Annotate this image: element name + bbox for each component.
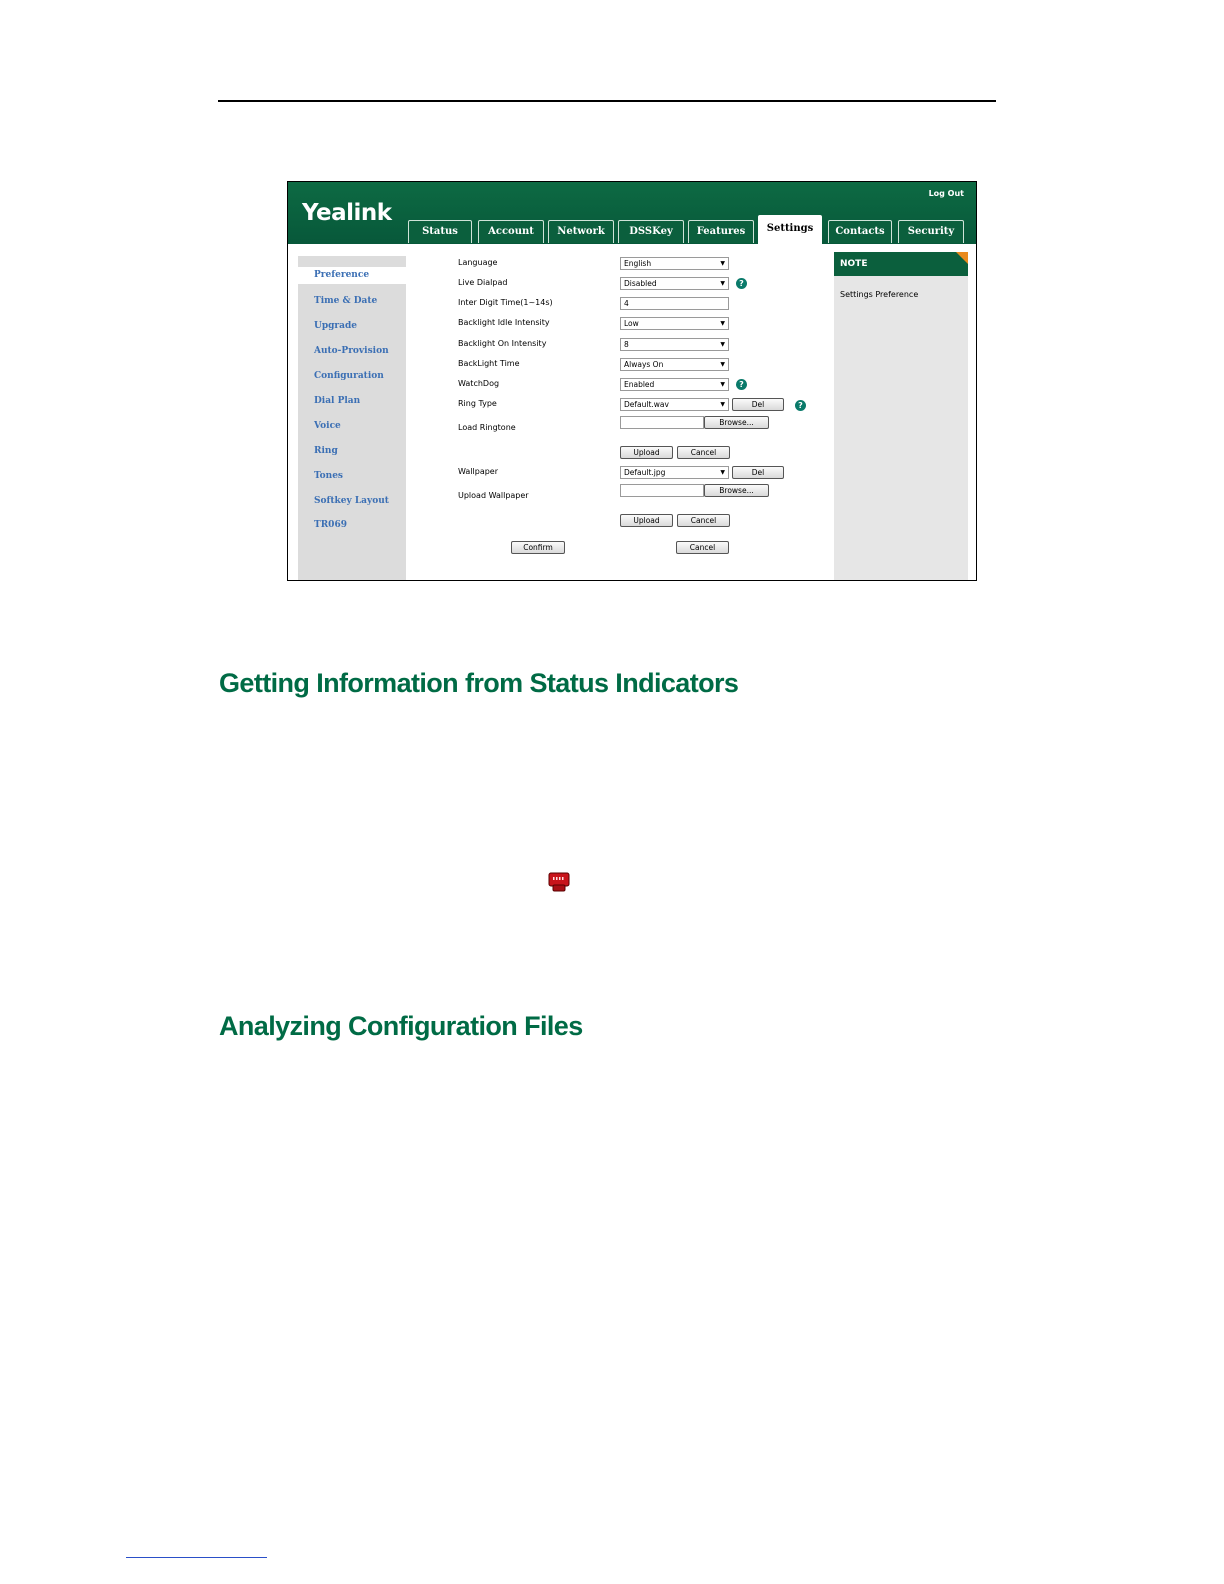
red-phone-port-icon — [548, 872, 570, 893]
dropdown-arrow-icon: ▼ — [720, 401, 725, 408]
dropdown-arrow-icon: ▼ — [720, 260, 725, 267]
cancel-button[interactable]: Cancel — [676, 541, 729, 554]
sidebar-item-time-date[interactable]: Time & Date — [314, 296, 378, 306]
sidebar-item-configuration[interactable]: Configuration — [314, 371, 384, 381]
web-ui-screenshot — [287, 181, 977, 581]
tab-account[interactable]: Account — [478, 220, 544, 243]
tab-settings[interactable]: Settings — [758, 215, 822, 244]
backlight-idle-value: Low — [624, 319, 639, 328]
sidebar-item-ring[interactable]: Ring — [314, 446, 338, 456]
sidebar-item-preference[interactable]: Preference — [298, 267, 406, 284]
tab-dsskey[interactable]: DSSKey — [618, 220, 684, 243]
backlight-on-value: 8 — [624, 340, 629, 349]
live-dialpad-help-icon[interactable]: ? — [736, 278, 747, 289]
wallpaper-upload-button[interactable]: Upload — [620, 514, 673, 527]
note-body: Settings Preference — [840, 290, 919, 299]
live-dialpad-value: Disabled — [624, 279, 657, 288]
section-heading-config-files: Analyzing Configuration Files — [219, 1011, 583, 1041]
load-ringtone-label: Load Ringtone — [458, 423, 516, 432]
wallpaper-label: Wallpaper — [458, 467, 499, 476]
confirm-button[interactable]: Confirm — [511, 541, 565, 554]
ringtone-file-input[interactable] — [620, 416, 704, 429]
tab-status[interactable]: Status — [408, 220, 472, 243]
ring-type-label: Ring Type — [458, 399, 497, 408]
dropdown-arrow-icon: ▼ — [720, 280, 725, 287]
note-corner-icon — [956, 252, 968, 264]
tab-features[interactable]: Features — [688, 220, 754, 243]
language-label: Language — [458, 258, 498, 267]
dropdown-arrow-icon: ▼ — [720, 381, 725, 388]
sidebar-item-tr069[interactable]: TR069 — [314, 520, 347, 530]
header-rule — [218, 100, 996, 102]
yealink-logo: Yealink — [302, 200, 392, 226]
live-dialpad-select[interactable] — [620, 277, 729, 290]
watchdog-help-icon[interactable]: ? — [736, 379, 747, 390]
backlight-on-select[interactable] — [620, 338, 729, 351]
footnote-rule — [126, 1557, 267, 1558]
tab-security[interactable]: Security — [898, 220, 964, 243]
wallpaper-del-button[interactable]: Del — [732, 466, 784, 479]
dropdown-arrow-icon: ▼ — [720, 361, 725, 368]
backlight-idle-label: Backlight Idle Intensity — [458, 318, 550, 327]
ringtone-upload-button[interactable]: Upload — [620, 446, 673, 459]
wallpaper-value: Default.jpg — [624, 468, 666, 477]
backlight-on-label: Backlight On Intensity — [458, 339, 547, 348]
ring-type-select[interactable] — [620, 398, 729, 411]
watchdog-select[interactable] — [620, 378, 729, 391]
backlight-time-value: Always On — [624, 360, 664, 369]
ring-type-help-icon[interactable]: ? — [795, 400, 806, 411]
ringtone-cancel-button[interactable]: Cancel — [677, 446, 730, 459]
inter-digit-input[interactable] — [620, 297, 729, 310]
sidebar-item-auto-provision[interactable]: Auto-Provision — [314, 346, 389, 356]
sidebar-item-softkey-layout[interactable]: Softkey Layout — [314, 496, 389, 506]
watchdog-label: WatchDog — [458, 379, 500, 388]
wallpaper-browse-button[interactable]: Browse... — [704, 484, 769, 497]
inter-digit-label: Inter Digit Time(1~14s) — [458, 298, 553, 307]
logout-link[interactable]: Log Out — [928, 189, 964, 198]
sidebar-item-upgrade[interactable]: Upgrade — [314, 321, 358, 331]
backlight-idle-select[interactable] — [620, 317, 729, 330]
top-header — [288, 182, 976, 244]
wallpaper-cancel-button[interactable]: Cancel — [677, 514, 730, 527]
dropdown-arrow-icon: ▼ — [720, 469, 725, 476]
wallpaper-select[interactable] — [620, 466, 729, 479]
note-panel — [834, 252, 968, 581]
inter-digit-value: 4 — [624, 299, 629, 308]
upload-wallpaper-label: Upload Wallpaper — [458, 491, 529, 500]
tab-contacts[interactable]: Contacts — [828, 220, 892, 243]
language-value: English — [624, 259, 652, 268]
sidebar — [298, 256, 406, 581]
ringtone-browse-button[interactable]: Browse... — [704, 416, 769, 429]
language-select[interactable] — [620, 257, 729, 270]
dropdown-arrow-icon: ▼ — [720, 320, 725, 327]
sidebar-item-tones[interactable]: Tones — [314, 471, 344, 481]
sidebar-item-voice[interactable]: Voice — [314, 421, 341, 431]
settings-content — [288, 244, 976, 580]
backlight-time-label: BackLight Time — [458, 359, 520, 368]
ring-del-button[interactable]: Del — [732, 398, 784, 411]
live-dialpad-label: Live Dialpad — [458, 278, 508, 287]
tab-network[interactable]: Network — [548, 220, 614, 243]
section-heading-status-indicators: Getting Information from Status Indicators — [219, 668, 739, 698]
backlight-time-select[interactable] — [620, 358, 729, 371]
wallpaper-file-input[interactable] — [620, 484, 704, 497]
ring-type-value: Default.wav — [624, 400, 669, 409]
dropdown-arrow-icon: ▼ — [720, 341, 725, 348]
sidebar-item-dial-plan[interactable]: Dial Plan — [314, 396, 361, 406]
note-title: NOTE — [834, 252, 968, 276]
watchdog-value: Enabled — [624, 380, 655, 389]
